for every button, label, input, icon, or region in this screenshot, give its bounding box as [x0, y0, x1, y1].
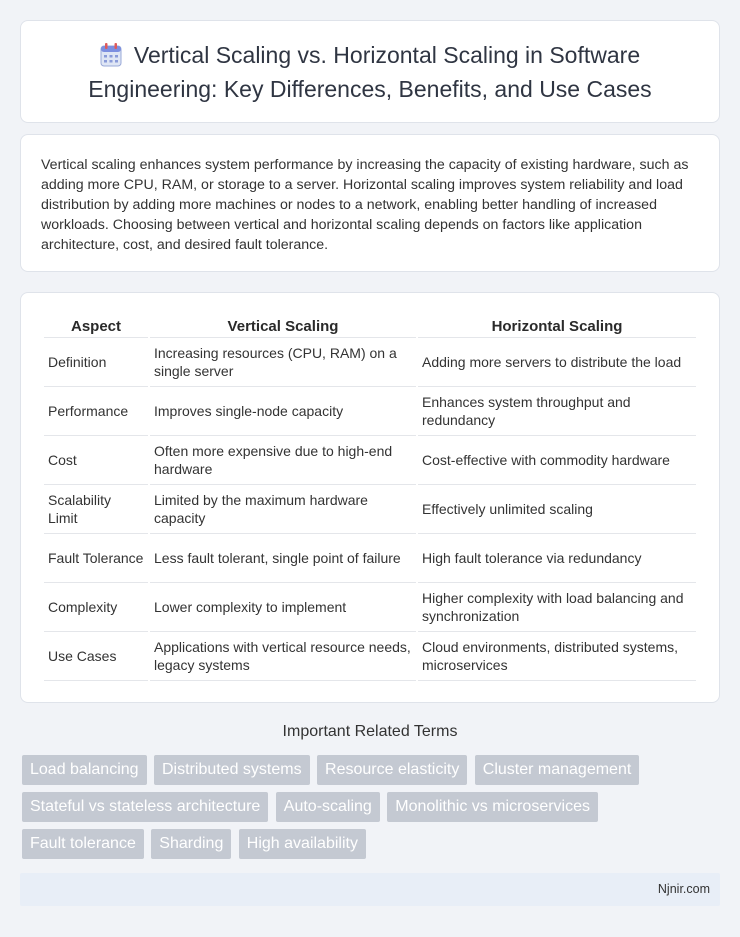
cell-vertical: Less fault tolerant, single point of failure [150, 534, 416, 583]
table-row [44, 338, 696, 387]
related-term-tag[interactable]: Load balancing [22, 755, 147, 785]
cell-horizontal: Effectively unlimited scaling [418, 485, 696, 534]
footer-site-link[interactable]: Njnir.com [657, 882, 710, 896]
cell-horizontal: Enhances system throughput and redundancy [418, 387, 696, 436]
related-term-tag[interactable]: High availability [239, 829, 366, 859]
cell-horizontal: High fault tolerance via redundancy [418, 534, 696, 583]
page-title-text: Vertical Scaling vs. Horizontal Scaling in Software Engineering: Key Differences, Benefits, and Use Cases [88, 41, 652, 102]
cell-vertical: Improves single-node capacity [150, 387, 416, 436]
table-row [44, 632, 696, 681]
related-term-tag[interactable]: Fault tolerance [22, 829, 144, 859]
cell-aspect: Scalability Limit [44, 485, 148, 534]
related-terms-title: Important Related Terms [282, 723, 458, 740]
table-row [44, 583, 696, 632]
related-term-tag[interactable]: Sharding [151, 829, 231, 859]
table-row [44, 436, 696, 485]
page-title [51, 40, 689, 104]
cell-aspect: Fault Tolerance [44, 534, 148, 583]
intro-card [20, 134, 720, 272]
intro-paragraph: Vertical scaling enhances system performance by increasing the capacity of existing hardware, such as adding more CPU, RAM, or storage to a server. Horizontal scaling improves system reliability and load distribution by adding more machines or nodes to a network, enabling better handling of increased workloads. Choosing between vertical and horizontal scaling depends on factors like application architecture, cost, and desired fault tolerance. [41, 157, 689, 253]
title-wrap [21, 40, 719, 104]
footer-bar [20, 873, 720, 906]
cell-horizontal: Cloud environments, distributed systems, microservices [418, 632, 696, 681]
cell-aspect: Use Cases [44, 632, 148, 681]
cell-aspect: Complexity [44, 583, 148, 632]
comparison-table-card [20, 292, 720, 703]
header-vertical: Vertical Scaling [150, 313, 416, 338]
header-horizontal: Horizontal Scaling [418, 313, 696, 338]
cell-vertical: Often more expensive due to high-end hardware [150, 436, 416, 485]
title-card [20, 20, 720, 123]
table-header-row [44, 313, 696, 338]
cell-aspect: Cost [44, 436, 148, 485]
table-row [44, 534, 696, 583]
cell-horizontal: Higher complexity with load balancing and synchronization [418, 583, 696, 632]
table-row [44, 387, 696, 436]
related-term-tag[interactable]: Distributed systems [154, 755, 310, 785]
related-term-tag[interactable]: Resource elasticity [317, 755, 467, 785]
cell-aspect: Performance [44, 387, 148, 436]
cell-vertical: Limited by the maximum hardware capacity [150, 485, 416, 534]
related-term-tag[interactable]: Auto-scaling [276, 792, 380, 822]
comparison-table [42, 313, 698, 681]
cell-vertical: Applications with vertical resource needs, legacy systems [150, 632, 416, 681]
related-term-tag[interactable]: Cluster management [475, 755, 640, 785]
header-aspect: Aspect [44, 313, 148, 338]
related-terms-list [22, 755, 722, 866]
calendar-icon [100, 43, 122, 74]
cell-horizontal: Adding more servers to distribute the load [418, 338, 696, 387]
table-row [44, 485, 696, 534]
cell-horizontal: Cost-effective with commodity hardware [418, 436, 696, 485]
cell-aspect: Definition [44, 338, 148, 387]
related-term-tag[interactable]: Monolithic vs microservices [387, 792, 598, 822]
cell-vertical: Increasing resources (CPU, RAM) on a single server [150, 338, 416, 387]
cell-vertical: Lower complexity to implement [150, 583, 416, 632]
related-term-tag[interactable]: Stateful vs stateless architecture [22, 792, 268, 822]
